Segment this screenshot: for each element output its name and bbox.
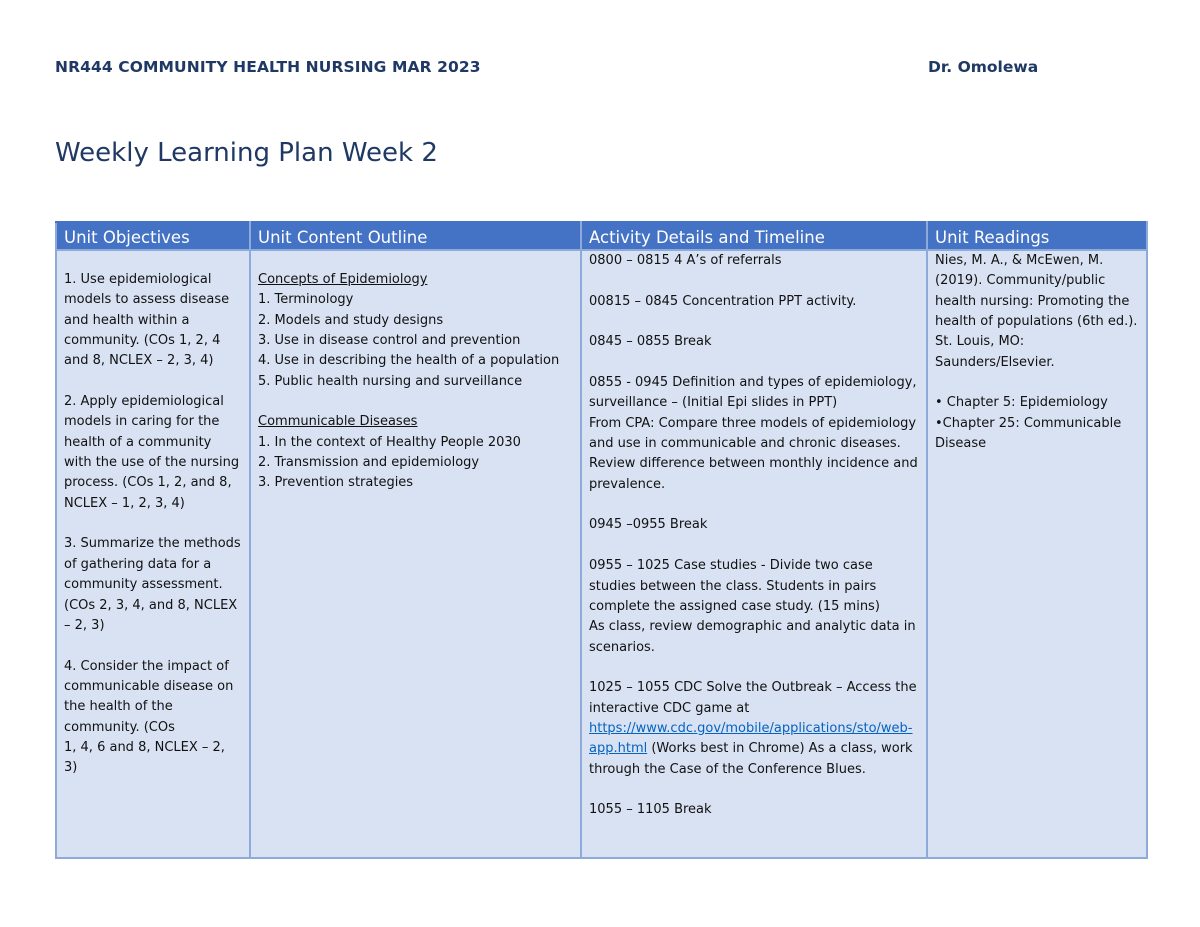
objective-item: 3. Summarize the methods of gathering data for a community assessment. (COs 2, 3, 4, and 8, NCLEX – 2, 3) bbox=[64, 536, 241, 633]
content-item: 1. In the context of Healthy People 2030 bbox=[258, 434, 521, 450]
activity-item: 1055 – 1105 Break bbox=[589, 802, 712, 818]
activity-text: (Works best in Chrome) As a class, work through the Case of the Conference Blues. bbox=[589, 741, 913, 777]
activity-item: As class, review demographic and analytic data in scenarios. bbox=[589, 619, 916, 655]
activity-item bbox=[589, 678, 919, 780]
content-item: 2. Transmission and epidemiology bbox=[258, 455, 480, 471]
activity-item: 0945 –0955 Break bbox=[589, 517, 708, 533]
content-section-title: Concepts of Epidemiology bbox=[258, 272, 428, 287]
instructor-name: Dr. Omolewa bbox=[928, 58, 1039, 76]
objectives-cell bbox=[56, 250, 250, 858]
content-section-title: Communicable Diseases bbox=[258, 414, 418, 430]
reading-chapter: •Chapter 25: Communicable Disease bbox=[935, 415, 1122, 452]
column-header: Unit Content Outline bbox=[250, 222, 581, 250]
page-title: Weekly Learning Plan Week 2 bbox=[55, 138, 438, 168]
activity-item: 0845 – 0855 Break bbox=[589, 334, 712, 350]
column-header: Activity Details and Timeline bbox=[581, 222, 927, 250]
column-header: Unit Objectives bbox=[56, 222, 250, 250]
objective-item: 1, 4, 6 and 8, NCLEX – 2, 3) bbox=[64, 739, 225, 776]
course-title: NR444 COMMUNITY HEALTH NURSING MAR 2023 bbox=[55, 58, 481, 76]
activity-item: 0855 - 0945 Definition and types of epidemiology, surveillance – (Initial Epi slides in PPT) bbox=[589, 375, 917, 411]
activity-item: 0955 – 1025 Case studies - Divide two case studies between the class. Students in pairs complete the assigned case study. (15 mins) bbox=[589, 558, 880, 614]
readings-cell bbox=[927, 250, 1147, 858]
content-item: 3. Use in disease control and prevention bbox=[258, 333, 521, 349]
content-item: 1. Terminology bbox=[258, 292, 354, 308]
learning-plan-table bbox=[55, 221, 1148, 859]
content-item: 2. Models and study designs bbox=[258, 312, 444, 328]
content-item: 5. Public health nursing and surveillance bbox=[258, 373, 523, 389]
activities-cell bbox=[581, 250, 927, 858]
table-header-row bbox=[56, 222, 1147, 250]
objective-item: 2. Apply epidemiological models in caring for the health of a community with the use of the nursing process. (COs 1, 2, and 8, NCLEX – 1, 2, 3, 4) bbox=[64, 394, 240, 511]
content-cell bbox=[250, 250, 581, 858]
activity-item: From CPA: Compare three models of epidemiology and use in communicable and chronic diseases. Review difference between monthly incidence and prevalence. bbox=[589, 415, 918, 492]
objective-item: 1. Use epidemiological models to assess disease and health within a community. (COs 1, 2, 4 and 8, NCLEX – 2, 3, 4) bbox=[64, 272, 230, 369]
objective-item: 4. Consider the impact of communicable disease on the health of the community. (COs bbox=[64, 658, 234, 735]
table-row bbox=[56, 250, 1147, 858]
activity-text: 1025 – 1055 CDC Solve the Outbreak – Access the interactive CDC game at bbox=[589, 680, 917, 716]
activity-item: 0800 – 0815 4 A’s of referrals bbox=[589, 253, 782, 268]
cdc-game-link[interactable]: https://www.cdc.gov/mobile/applications/sto/web-app.html bbox=[589, 720, 913, 757]
content-item: 4. Use in describing the health of a population bbox=[258, 353, 560, 369]
activity-item: 00815 – 0845 Concentration PPT activity. bbox=[589, 293, 857, 309]
reading-citation: Nies, M. A., & McEwen, M. (2019). Community/public health nursing: Promoting the health of populations (6th ed.). St. Louis, MO: Saunders/Elsevier. bbox=[935, 253, 1138, 370]
content-item: 3. Prevention strategies bbox=[258, 475, 414, 491]
reading-chapter: • Chapter 5: Epidemiology bbox=[935, 395, 1108, 411]
column-header: Unit Readings bbox=[927, 222, 1147, 250]
